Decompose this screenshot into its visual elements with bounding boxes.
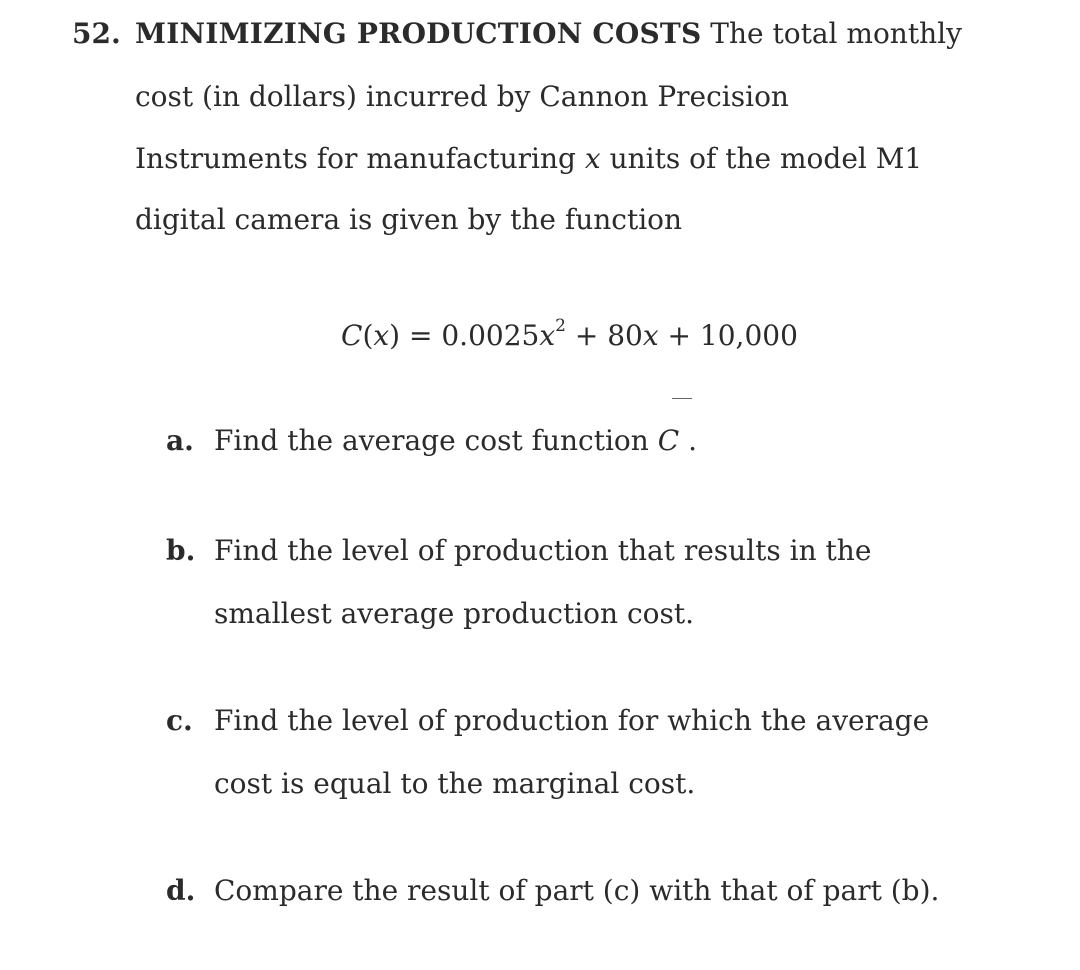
eq-equals-coef: = 0.0025 <box>400 319 540 352</box>
part-c-line-1: Find the level of production for which the average <box>214 704 930 737</box>
problem-number: 52. <box>72 17 121 50</box>
eq-func-symbol: C <box>341 319 363 352</box>
eq-term1-exponent: 2 <box>555 315 566 336</box>
eq-plus-80: + 80 <box>565 319 643 352</box>
part-a-text <box>214 423 697 459</box>
part-b-line-2: smallest average production cost. <box>214 597 695 630</box>
intro-line-4: digital camera is given by the function <box>135 203 683 236</box>
part-a-symbol: C <box>657 424 680 457</box>
part-d-letter: d. <box>166 874 196 907</box>
part-d-line-1: Compare the result of part (c) with that of part (b). <box>214 874 940 907</box>
eq-constant: + 10,000 <box>658 319 798 352</box>
part-c-letter: c. <box>166 704 193 737</box>
eq-lhs-var: x <box>373 319 390 352</box>
intro-line-3 <box>135 141 922 177</box>
eq-open-paren: ( <box>362 319 374 352</box>
average-cost-overbar <box>672 398 692 399</box>
intro-line-1-rest: The total monthly <box>710 17 962 50</box>
eq-close-paren: ) <box>389 319 401 352</box>
intro-line-3-before: Instruments for manufacturing <box>135 142 576 175</box>
intro-variable: x <box>584 142 601 175</box>
eq-term2-var: x <box>642 319 659 352</box>
cost-equation <box>341 315 798 354</box>
part-a-line: Find the average cost function <box>214 424 649 457</box>
intro-line-1 <box>135 16 962 52</box>
part-b-letter: b. <box>166 534 196 567</box>
problem-heading: MINIMIZING PRODUCTION COSTS <box>135 17 702 50</box>
part-c-line-2: cost is equal to the marginal cost. <box>214 767 696 800</box>
part-a-end: . <box>688 424 697 457</box>
part-a-letter: a. <box>166 424 194 457</box>
eq-term1-var: x <box>539 319 556 352</box>
intro-line-2: cost (in dollars) incurred by Cannon Precision <box>135 80 789 113</box>
intro-line-3-after: units of the model M1 <box>609 142 923 175</box>
part-b-line-1: Find the level of production that results in the <box>214 534 872 567</box>
